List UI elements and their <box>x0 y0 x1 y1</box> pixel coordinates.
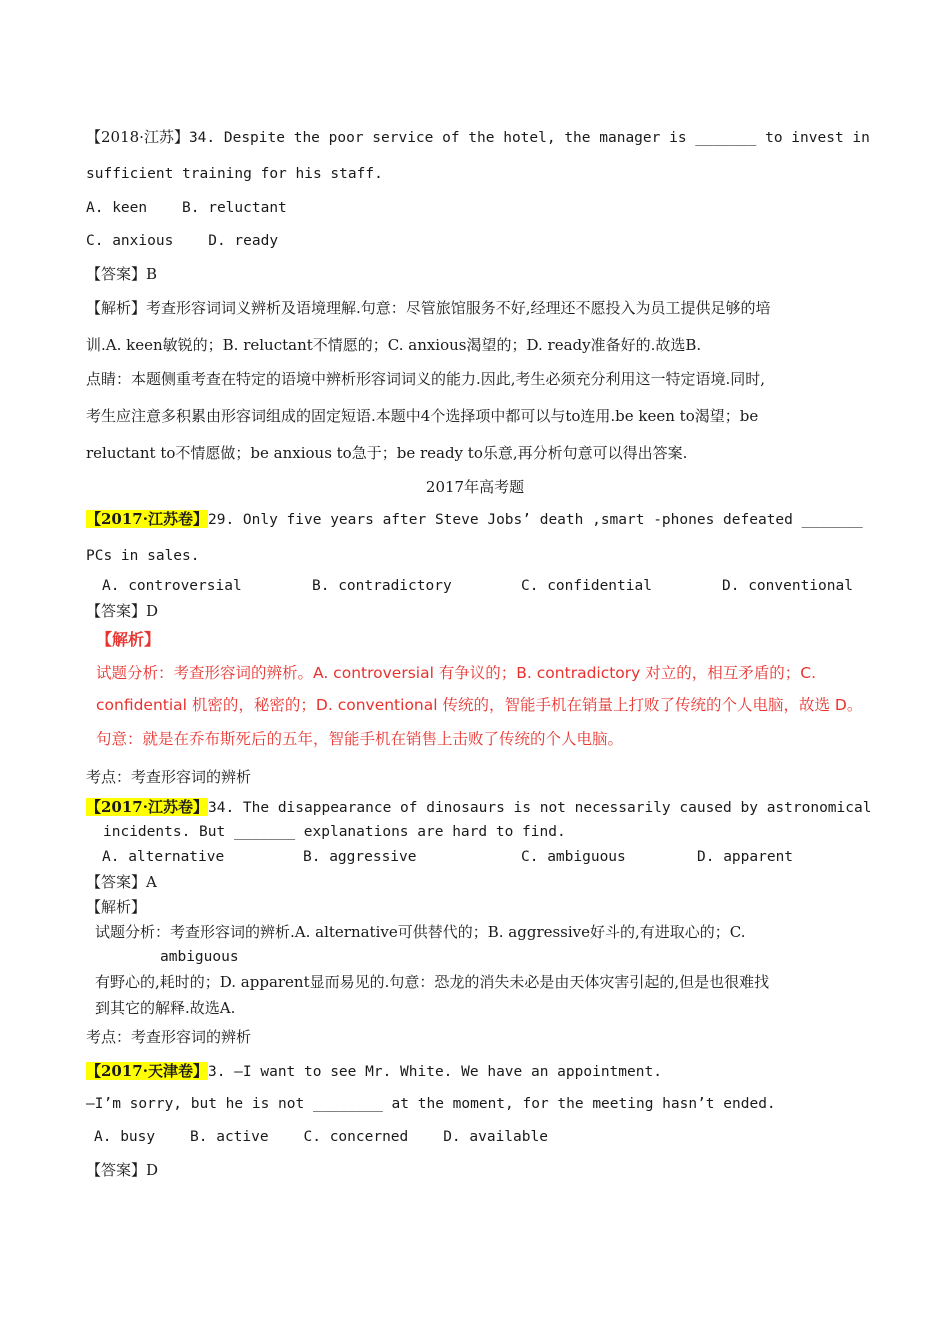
question-text: 34. Despite the poor service of the hotel, the manager is _______ to invest in <box>188 130 870 146</box>
explanation-2017-34-line2: ambiguous <box>160 949 239 965</box>
question-2018-34-line1 <box>86 127 870 148</box>
note-2018-34-line3: reluctant to不情愿做；be anxious to急于；be ready to乐意,再分析句意可以得出答案. <box>86 444 688 462</box>
explanation-2018-34-line1: 【解析】考查形容词词义辨析及语境理解.句意：尽管旅馆服务不好,经理还不愿投入为员工提供足够的培 <box>86 299 771 317</box>
answer-2017-29: 【答案】D <box>86 602 159 620</box>
question-2017-tj-3-options: A. busy B. active C. concerned D. available <box>94 1129 548 1145</box>
explanation-2017-34-line4: 到其它的解释.故选A. <box>95 999 236 1017</box>
question-source-tag: 【2018·江苏】 <box>86 128 189 146</box>
question-2018-34-options-row1: A. keen B. reluctant <box>86 200 287 216</box>
question-2017-tj-3-line1 <box>86 1061 662 1082</box>
question-2017-29-line1 <box>86 509 863 530</box>
question-2018-34-options-row2: C. anxious D. ready <box>86 233 279 249</box>
section-title: 2017年高考题 <box>425 478 525 496</box>
option-d: D. apparent <box>697 849 794 865</box>
question-2018-34-line2: sufficient training for his staff. <box>86 166 383 182</box>
option-b: B. contradictory <box>312 578 452 594</box>
explanation-heading-red: 【解析】 <box>96 630 161 649</box>
option-d: D. conventional <box>722 578 853 594</box>
explanation-2018-34-line2: 训.A. keen敏锐的；B. reluctant不情愿的；C. anxious渴望的；D. ready准备好的.故选B. <box>86 336 702 354</box>
question-text: 3. —I want to see Mr. White. We have an appointment. <box>207 1064 662 1080</box>
question-2017-34-line1 <box>86 797 871 818</box>
option-a: A. alternative <box>102 849 225 865</box>
question-text: 34. The disappearance of dinosaurs is not necessarily caused by astronomical <box>207 800 872 816</box>
option-a: A. controversial <box>102 578 242 594</box>
answer-2017-tj-3: 【答案】D <box>86 1161 159 1179</box>
option-b: B. aggressive <box>303 849 417 865</box>
question-text: 29. Only five years after Steve Jobs’ death ,smart -phones defeated _______ <box>207 512 863 528</box>
explanation-2017-34-line3: 有野心的,耗时的；D. apparent显而易见的.句意：恐龙的消失未必是由天体灾害引起的,但是也很难找 <box>95 973 770 991</box>
explanation-2017-29-line1: 试题分析：考查形容词的辨析。A. controversial 有争议的；B. contradictory 对立的，相互矛盾的；C. <box>96 664 817 682</box>
explanation-heading: 【解析】 <box>86 898 147 916</box>
question-source-tag-highlight: 【2017·江苏卷】 <box>86 510 208 528</box>
explanation-2017-34-line1: 试题分析：考查形容词的辨析.A. alternative可供替代的；B. aggressive好斗的,有进取心的；C. <box>95 923 746 941</box>
explanation-2017-29-line2: confidential 机密的，秘密的；D. conventional 传统的，智能手机在销量上打败了传统的个人电脑，故选 D。 <box>96 696 863 714</box>
test-point-2017-34: 考点：考查形容词的辨析 <box>86 1028 252 1046</box>
question-source-tag-highlight: 【2017·天津卷】 <box>86 1062 208 1080</box>
note-2018-34-line2: 考生应注意多积累由形容词组成的固定短语.本题中4个选择项中都可以与to连用.be keen to渴望；be <box>86 407 759 425</box>
option-c: C. confidential <box>521 578 652 594</box>
explanation-2017-29-line3: 句意：就是在乔布斯死后的五年，智能手机在销售上击败了传统的个人电脑。 <box>96 730 624 748</box>
question-2017-34-line2: incidents. But _______ explanations are hard to find. <box>103 824 566 840</box>
question-2017-29-line2: PCs in sales. <box>86 548 200 564</box>
test-point-2017-29: 考点：考查形容词的辨析 <box>86 768 252 786</box>
answer-2017-34: 【答案】A <box>86 873 157 891</box>
question-source-tag-highlight: 【2017·江苏卷】 <box>86 798 208 816</box>
question-2017-tj-3-line2: —I’m sorry, but he is not ________ at the moment, for the meeting hasn’t ended. <box>86 1096 776 1112</box>
note-2018-34-line1: 点睛：本题侧重考查在特定的语境中辨析形容词词义的能力.因此,考生必须充分利用这一特定语境.同时, <box>86 370 766 388</box>
option-c: C. ambiguous <box>521 849 626 865</box>
answer-2018-34: 【答案】B <box>86 265 158 283</box>
